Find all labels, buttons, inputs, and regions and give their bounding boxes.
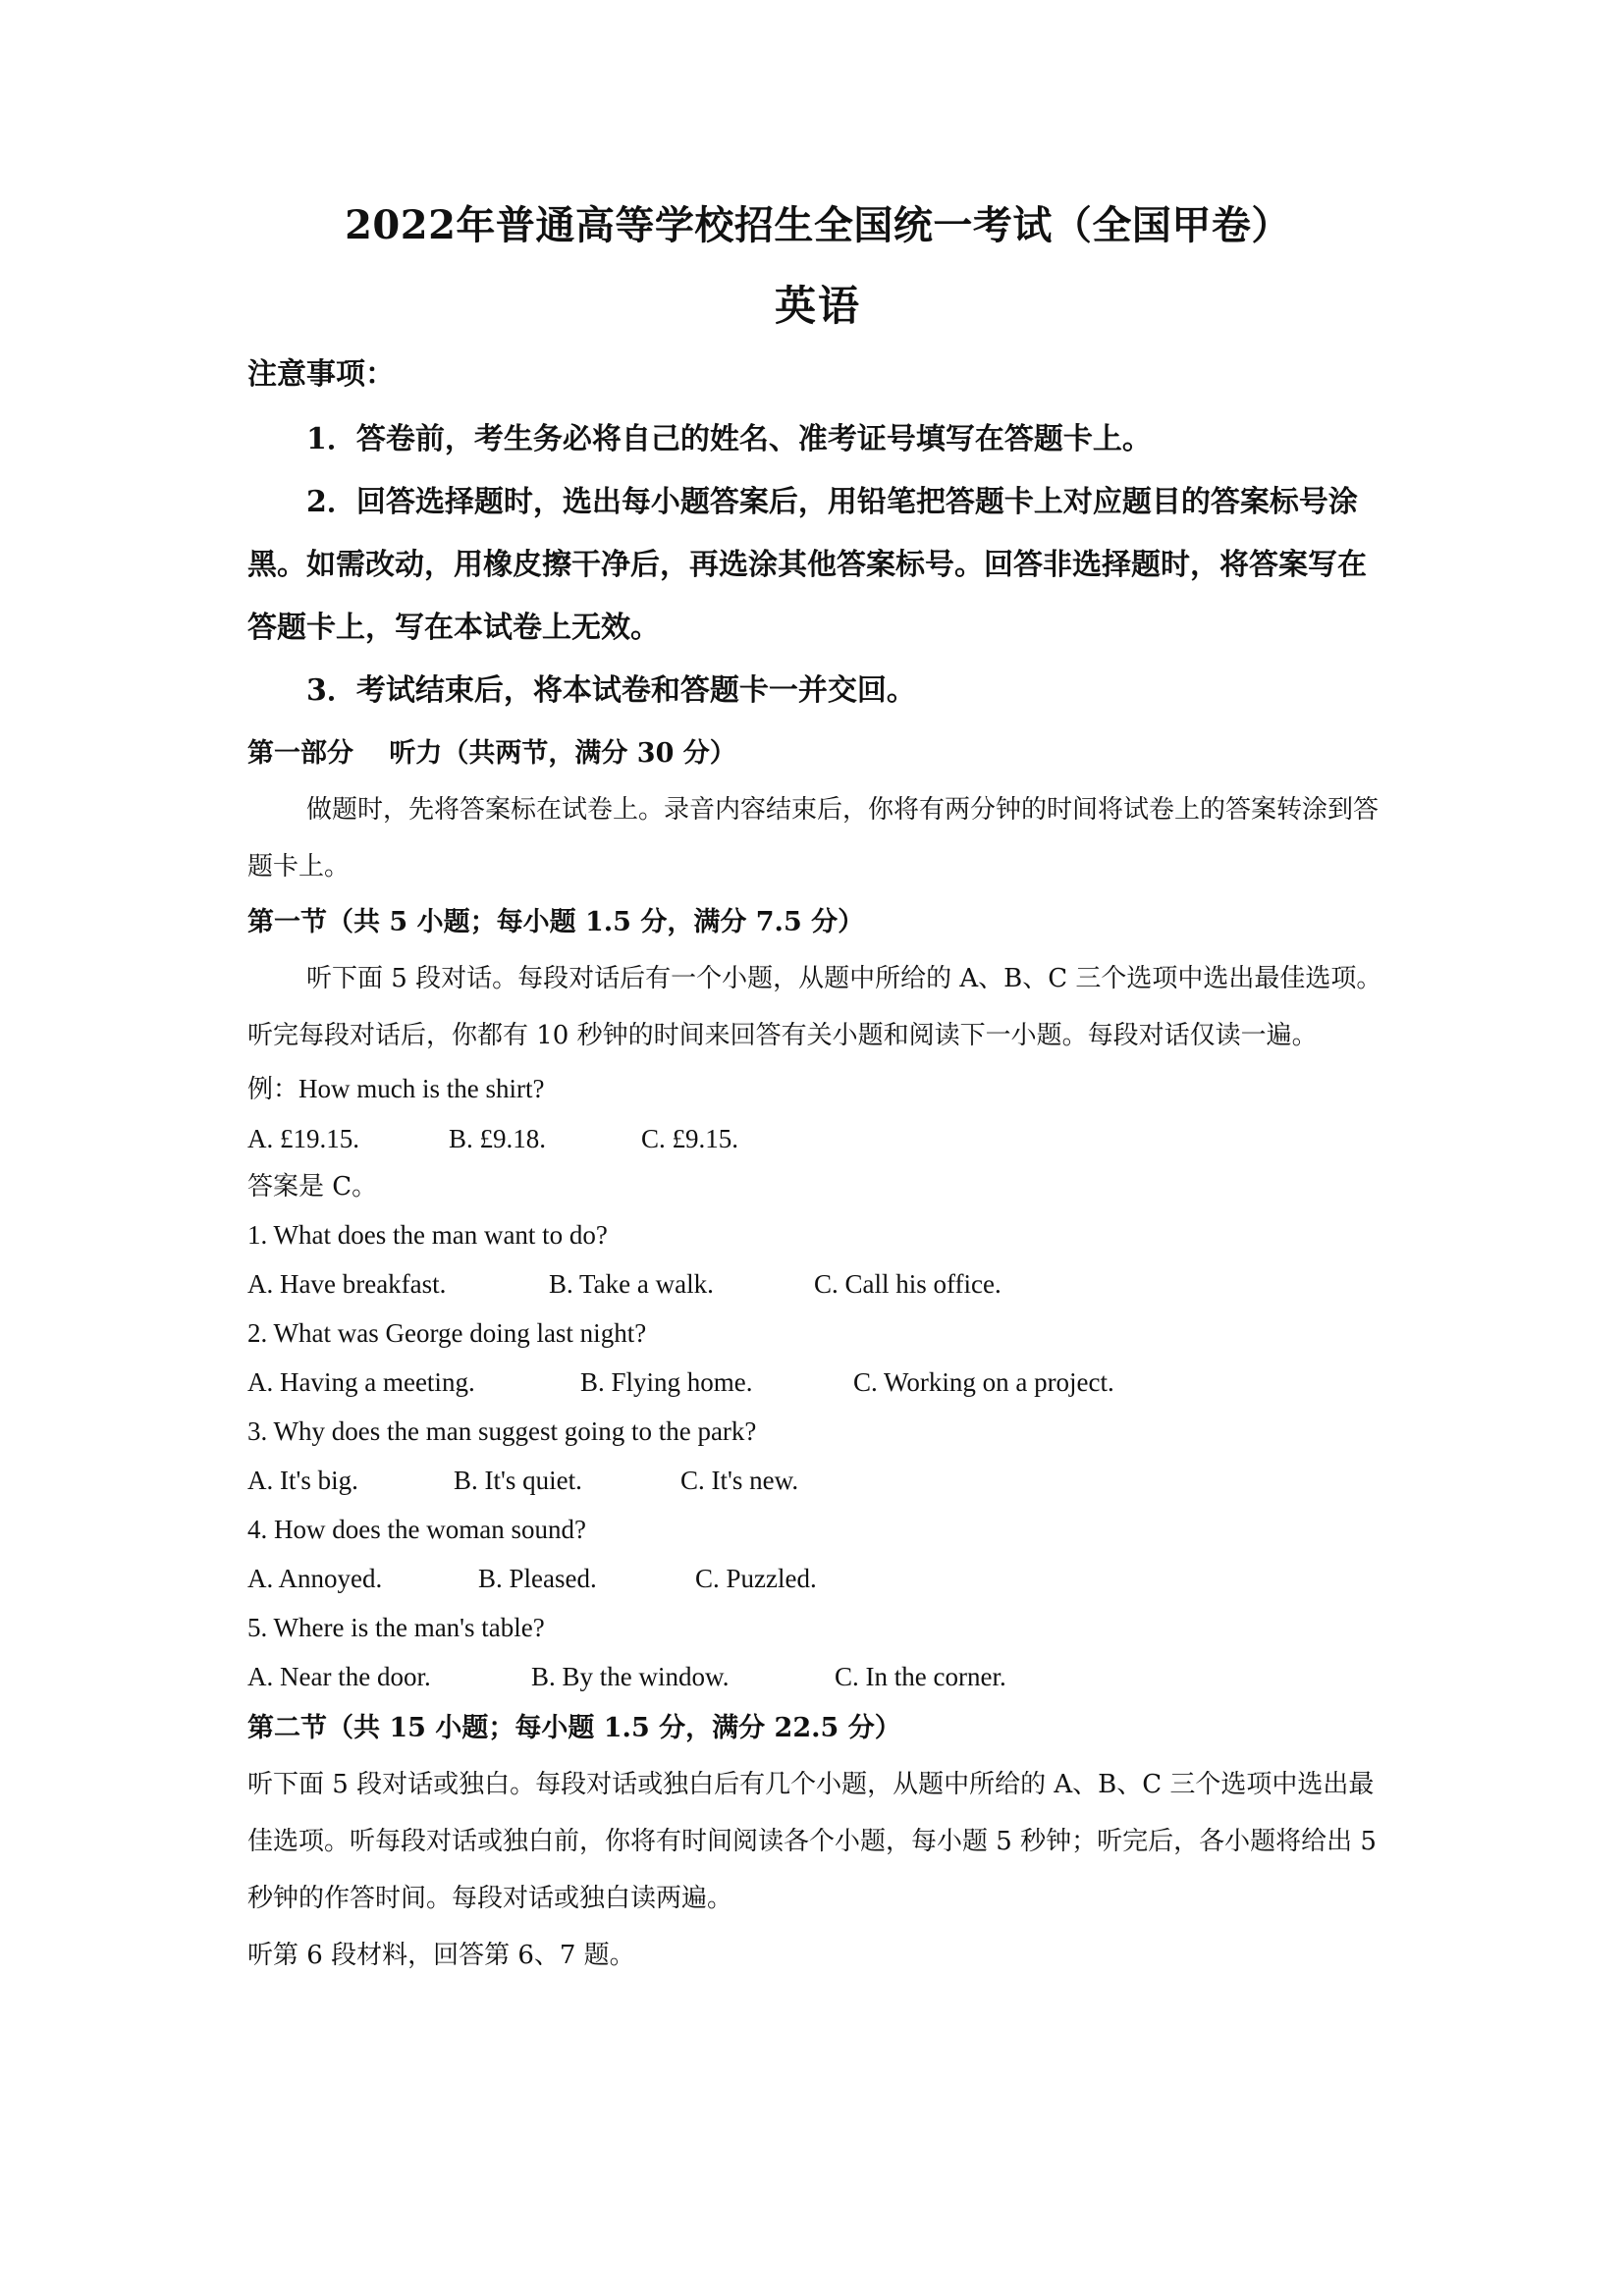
question-3-option-a: A. It's big. xyxy=(247,1466,358,1495)
question-4-options xyxy=(247,1554,1388,1603)
section1-instruction: 听下面 5 段对话。每段对话后有一个小题，从题中所给的 A、B、C 三个选项中选出最佳选项。听完每段对话后，你都有 10 秒钟的时间来回答有关小题和阅读下一小题。每段对话仅读一遍。 xyxy=(247,964,1382,1050)
example-question xyxy=(247,1064,1388,1114)
part1-heading: 第一部分 听力（共两节，满分 30 分） xyxy=(247,738,736,769)
question-2: 2. What was George doing last night? xyxy=(247,1318,647,1348)
example-option-c: C. £9.15. xyxy=(641,1124,739,1153)
question-4-option-b: B. Pleased. xyxy=(478,1564,597,1593)
question-3: 3. Why does the man suggest going to the park? xyxy=(247,1416,757,1446)
question-5-options xyxy=(247,1652,1388,1701)
question-5: 5. Where is the man's table? xyxy=(247,1613,545,1642)
question-1: 1. What does the man want to do? xyxy=(247,1220,608,1250)
question-2-option-c: C. Working on a project. xyxy=(853,1367,1114,1397)
exam-title: 2022年普通高等学校招生全国统一考试（全国甲卷） xyxy=(345,202,1291,248)
question-3-option-b: B. It's quiet. xyxy=(454,1466,582,1495)
exam-subject: 英语 xyxy=(774,282,861,330)
notice-item-3: 3．考试结束后，将本试卷和答题卡一并交回。 xyxy=(306,673,916,708)
question-5-option-b: B. By the window. xyxy=(531,1662,730,1691)
question-2-option-b: B. Flying home. xyxy=(580,1367,753,1397)
section2-instruction: 听下面 5 段对话或独白。每段对话或独白后有几个小题，从题中所给的 A、B、C 三个选项中选出最佳选项。听每段对话或独白前，你将有时间阅读各个小题，每小题 5 秒钟；听完后，各小题将给出 5 秒钟的作答时间。每段对话或独白读两遍。 xyxy=(247,1770,1377,1913)
section1-heading: 第一节（共 5 小题；每小题 1.5 分，满分 7.5 分） xyxy=(247,907,865,937)
question-3-options xyxy=(247,1456,1388,1505)
example-option-b: B. £9.18. xyxy=(449,1124,547,1153)
example-options xyxy=(247,1114,1388,1163)
part1-instruction: 做题时，先将答案标在试卷上。录音内容结束后，你将有两分钟的时间将试卷上的答案转涂到答题卡上。 xyxy=(247,795,1380,881)
exam-page xyxy=(247,196,1388,1984)
question-2-options xyxy=(247,1358,1388,1407)
question-3-option-c: C. It's new. xyxy=(680,1466,799,1495)
question-1-option-b: B. Take a walk. xyxy=(549,1269,714,1299)
question-4: 4. How does the woman sound? xyxy=(247,1515,586,1544)
question-5-option-a: A. Near the door. xyxy=(247,1662,431,1691)
notice-heading: 注意事项： xyxy=(247,357,395,392)
question-1-option-c: C. Call his office. xyxy=(814,1269,1001,1299)
example-option-a: A. £19.15. xyxy=(247,1124,359,1153)
question-4-option-a: A. Annoyed. xyxy=(247,1564,383,1593)
example-question-text: How much is the shirt? xyxy=(298,1074,545,1103)
section2-heading: 第二节（共 15 小题；每小题 1.5 分，满分 22.5 分） xyxy=(247,1713,901,1743)
question-1-option-a: A. Have breakfast. xyxy=(247,1269,447,1299)
question-5-option-c: C. In the corner. xyxy=(835,1662,1006,1691)
notice-item-1: 1．答卷前，考生务必将自己的姓名、准考证号填写在答题卡上。 xyxy=(306,422,1152,456)
question-4-option-c: C. Puzzled. xyxy=(695,1564,817,1593)
question-1-options xyxy=(247,1259,1388,1308)
example-answer: 答案是 C。 xyxy=(247,1172,378,1201)
example-prefix: 例： xyxy=(247,1075,299,1104)
question-2-option-a: A. Having a meeting. xyxy=(247,1367,475,1397)
notice-item-2: 2．回答选择题时，选出每小题答案后，用铅笔把答题卡上对应题目的答案标号涂黑。如需改动，用橡皮擦干净后，再选涂其他答案标号。回答非选择题时，将答案写在答题卡上，写在本试卷上无效。 xyxy=(247,485,1367,645)
section2-material: 听第 6 段材料，回答第 6、7 题。 xyxy=(247,1941,635,1970)
